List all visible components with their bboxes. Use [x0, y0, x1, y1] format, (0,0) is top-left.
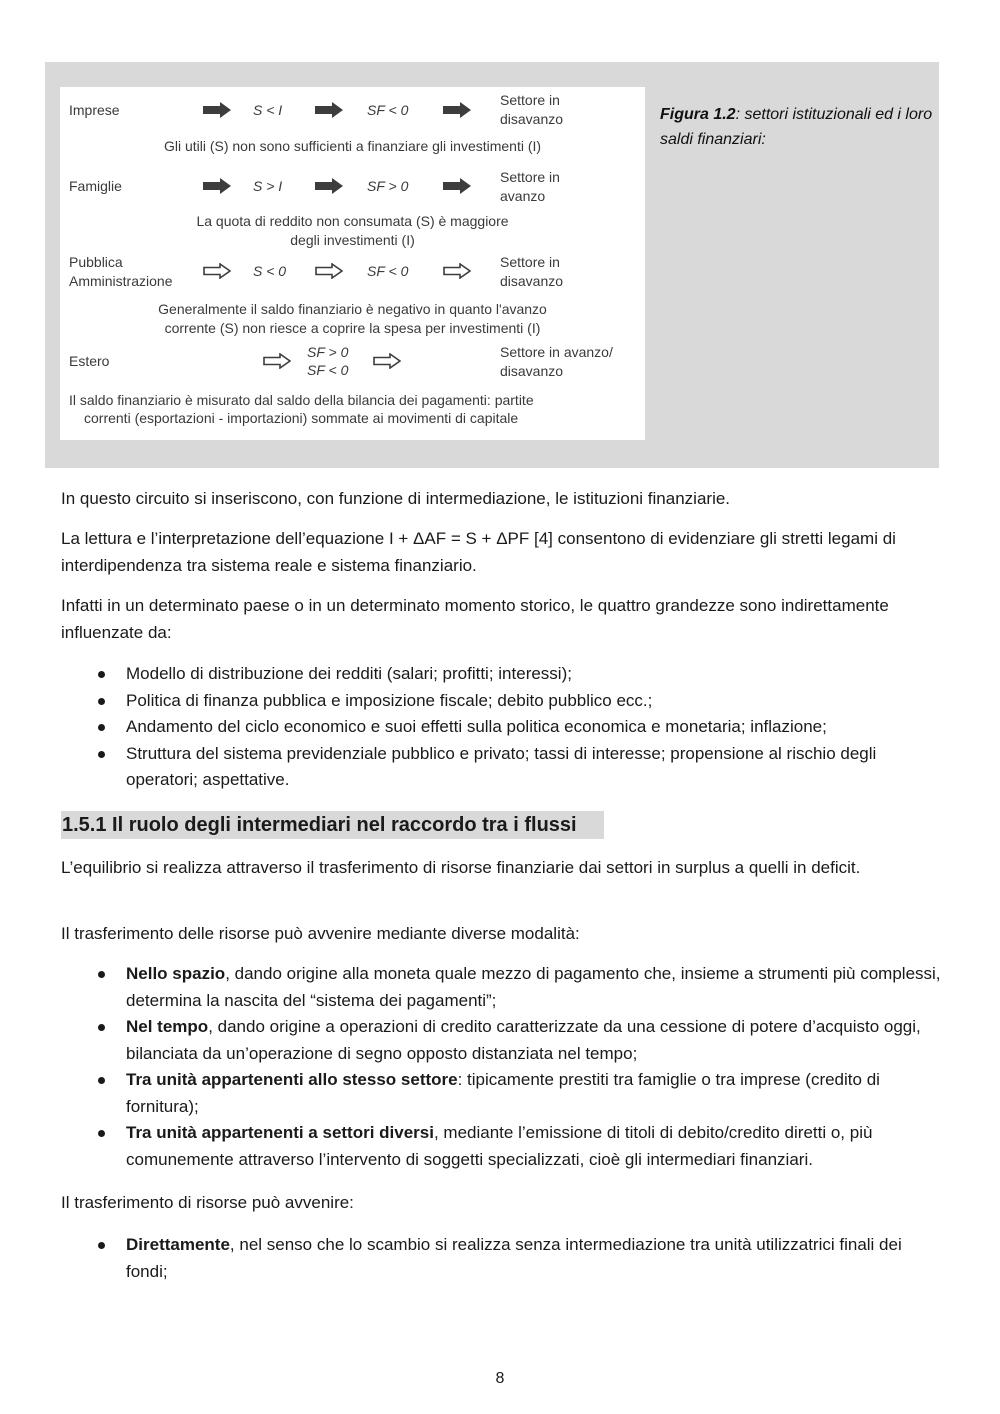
outline-arrow-icon [203, 263, 231, 279]
outline-arrow-icon [443, 263, 471, 279]
paragraph: In questo circuito si inseriscono, con funzione di intermediazione, le istituzioni finanziarie. [61, 489, 731, 508]
paragraph: La lettura e l’interpretazione dell’equazione I + ΔAF = S + ΔPF [4] consentono di evidenziare gli stretti legami di interdipendenza tra sistema reale e sistema finanziario. [61, 529, 896, 575]
condition-s: S < 0 [253, 263, 287, 279]
result-line-1: Settore in [500, 169, 560, 185]
paragraph: Il trasferimento delle risorse può avvenire mediante diverse modalità: [61, 924, 580, 943]
figure-caption-text: : settori istituzionali ed i loro saldi finanziari: [660, 106, 933, 148]
result-line-2: disavanzo [500, 273, 564, 289]
bullet-list [95, 961, 945, 1173]
row-note: Il saldo finanziario è misurato dal saldo della bilancia dei pagamenti: partite [69, 392, 534, 408]
list-item-term: Nel tempo [126, 1017, 209, 1036]
list-item [95, 1120, 945, 1173]
condition-sf: SF < 0 [367, 102, 409, 118]
list-item-term: Tra unità appartenenti allo stesso settore [126, 1070, 458, 1089]
condition-s: S > I [253, 178, 283, 194]
sector-pa-line-2: Amministrazione [69, 273, 173, 289]
list-item [95, 1067, 945, 1120]
result-line-2: disavanzo [500, 111, 564, 127]
outline-arrow-icon [263, 353, 291, 369]
list-item-text: : tipicamente prestiti tra famiglie o tra imprese (credito di fornitura); [126, 1070, 880, 1116]
list-item-text: , dando origine a operazioni di credito caratterizzate da una cessione di potere d’acquisto oggi, bilanciata da un’operazione di segno opposto distanziata nel tempo; [126, 1017, 921, 1063]
list-item-text: , mediante l’emissione di titoli di debito/credito diretti o, più comunemente attraverso l’intervento di soggetti specializzati, cioè gli intermediari finanziari. [126, 1123, 873, 1169]
list-item-text: , dando origine alla moneta quale mezzo di pagamento che, insieme a strumenti più complessi, determina la nascita del “sistema dei pagamenti”; [126, 964, 941, 1010]
list-item-term: Direttamente [126, 1235, 230, 1254]
condition-sf: SF < 0 [367, 263, 409, 279]
list-item: Struttura del sistema previdenziale pubblico e privato; tassi di interesse; propensione al rischio degli operatori; aspettative. [95, 741, 945, 794]
list-item [95, 961, 945, 1014]
arrow-icon [203, 102, 231, 118]
row-note: Gli utili (S) non sono sufficienti a finanziare gli investimenti (I) [163, 138, 542, 154]
condition-s: S < I [253, 102, 283, 118]
result-line-1: Settore in [500, 254, 560, 270]
paragraph: Il trasferimento di risorse può avvenire: [61, 1193, 354, 1212]
list-item: Andamento del ciclo economico e suoi effetti sulla politica economica e monetaria; inflazione; [95, 714, 945, 741]
section-heading: 1.5.1 Il ruolo degli intermediari nel raccordo tra i flussi [61, 811, 604, 839]
sector-estero: Estero [69, 353, 110, 369]
list-item [95, 1014, 945, 1067]
arrow-icon [315, 102, 343, 118]
sector-pa-line-1: Pubblica [69, 254, 123, 270]
condition-sf-negative: SF < 0 [307, 362, 349, 378]
sector-imprese: Imprese [69, 102, 120, 118]
row-note: La quota di reddito non consumata (S) è maggiore [196, 213, 509, 229]
arrow-icon [443, 178, 471, 194]
figure-image [60, 87, 645, 440]
bullet-list [95, 1232, 945, 1285]
row-note: degli investimenti (I) [290, 232, 415, 248]
arrow-icon [443, 102, 471, 118]
list-item-term: Tra unità appartenenti a settori diversi [126, 1123, 434, 1142]
condition-sf: SF > 0 [367, 178, 409, 194]
figure-caption-label: Figura 1.2 [660, 106, 736, 123]
row-note: Generalmente il saldo finanziario è negativo in quanto l'avanzo [158, 301, 547, 317]
list-item: Politica di finanza pubblica e imposizione fiscale; debito pubblico ecc.; [95, 688, 945, 715]
row-note: correnti (esportazioni - importazioni) sommate ai movimenti di capitale [84, 410, 519, 426]
arrow-icon [315, 178, 343, 194]
condition-sf-positive: SF > 0 [307, 344, 349, 360]
outline-arrow-icon [315, 263, 343, 279]
figure-panel [45, 62, 939, 468]
sector-famiglie: Famiglie [69, 178, 122, 194]
figure-caption [660, 102, 940, 152]
page-number: 8 [495, 1370, 505, 1387]
list-item-term: Nello spazio [126, 964, 226, 983]
result-line-2: avanzo [500, 188, 546, 204]
list-item [95, 1232, 945, 1285]
list-item: Modello di distribuzione dei redditi (salari; profitti; interessi); [95, 661, 945, 688]
row-note: corrente (S) non riesce a coprire la spesa per investimenti (I) [164, 320, 541, 336]
paragraph: Infatti in un determinato paese o in un determinato momento storico, le quattro grandezze sono indirettamente influenzate da: [61, 596, 889, 642]
result-line-2: disavanzo [500, 363, 564, 379]
result-line-1: Settore in avanzo/ [500, 344, 613, 360]
paragraph: L’equilibrio si realizza attraverso il trasferimento di risorse finanziarie dai settori in surplus a quelli in deficit. [61, 858, 861, 877]
arrow-icon [203, 178, 231, 194]
outline-arrow-icon [373, 353, 401, 369]
result-line-1: Settore in [500, 92, 560, 108]
list-item-text: , nel senso che lo scambio si realizza senza intermediazione tra unità utilizzatrici finali dei fondi; [126, 1235, 902, 1281]
bullet-list [95, 661, 945, 794]
